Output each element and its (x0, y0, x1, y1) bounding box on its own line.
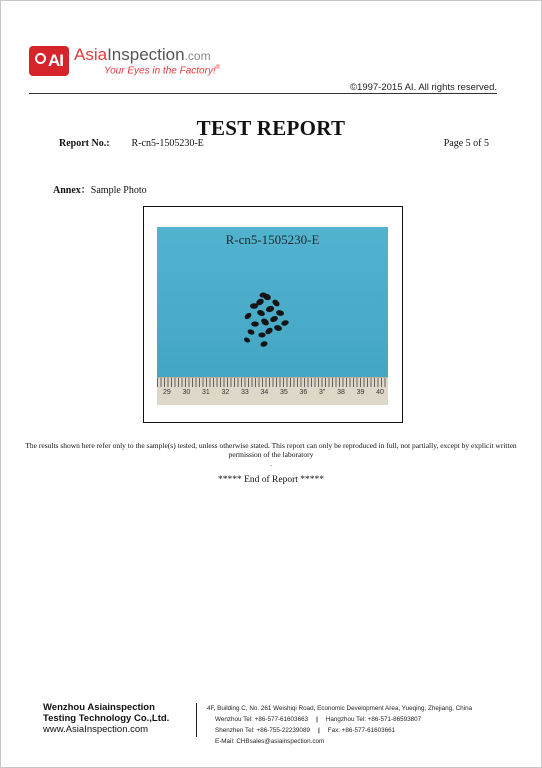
footer-separator: | (316, 716, 318, 723)
disclaimer-dot: . (270, 459, 272, 468)
sample-photo-frame (143, 206, 403, 423)
ruler-number: 36 (299, 389, 308, 396)
hangzhou-tel: Hangzhou Tel: +86-571-86593807 (325, 716, 422, 723)
ruler-number: 3" (319, 389, 326, 396)
shenzhen-tel: Shenzhen Tel: +86-755-22239089 (215, 727, 310, 734)
footer-company (43, 702, 169, 724)
logo-tagline-text: Your Eyes in the Factory! (104, 65, 216, 77)
logo-badge (29, 46, 69, 76)
page-indicator: Page 5 of 5 (443, 138, 489, 149)
ruler-ticks (157, 378, 388, 387)
ruler-number: 29 (163, 389, 171, 396)
logo-badge-text: AI (48, 51, 63, 70)
header-divider (29, 93, 497, 94)
fax-number: Fax: +86-577-61603661 (327, 727, 396, 734)
ruler-number: 33 (241, 389, 249, 396)
ruler-number: 30 (182, 389, 191, 396)
ruler-number: 35 (280, 389, 288, 396)
logo-wordmark (74, 45, 211, 65)
logo-name-inspection: Inspection (107, 45, 185, 64)
disclaimer-body: The results shown here refer only to the sample(s) tested, unless otherwise stated. This report can only be reproduced in full, not partially, except by explicit written permission of the laboratory (25, 441, 517, 459)
ruler-number: 38 (337, 389, 345, 396)
location-pin-icon (35, 53, 46, 64)
ruler-number: 31 (202, 389, 210, 396)
disclaimer-text (21, 441, 521, 468)
footer-separator: | (317, 727, 320, 734)
footer-contact-info (207, 703, 507, 747)
footer-website[interactable]: www.AsiaInspection.com (43, 724, 149, 735)
ruler-number: 34 (260, 389, 269, 396)
report-title: TEST REPORT (196, 116, 346, 140)
footer-phone-row-1 (207, 714, 507, 725)
company-name-line2: Testing Technology Co.,Ltd. (43, 713, 170, 724)
asiainspection-logo (29, 46, 279, 80)
company-name-line1: Wenzhou Asiainspection (43, 702, 155, 713)
logo-tagline (104, 65, 220, 76)
annex-text: Sample Photo (90, 185, 147, 196)
footer-phone-row-2 (207, 725, 507, 736)
sample-photo (157, 227, 388, 405)
ruler-number: 32 (221, 389, 230, 396)
footer-email[interactable]: E-Mail: CHBsales@asiainspection.com (215, 738, 325, 745)
report-number-value: R-cn5-1505230-E (131, 138, 204, 149)
footer-address: 4F, Building C, No. 261 Weishiqi Road, Economic Development Area, Yueqing, Zhejiang, China (207, 705, 473, 712)
wenzhou-tel: Wenzhou Tel: +86-577-61603663 (215, 716, 309, 723)
end-of-report: ***** End of Report ***** (217, 475, 325, 485)
report-number (59, 138, 204, 149)
report-number-label: Report No.: (59, 138, 110, 149)
ruler-number: 40 (376, 389, 384, 396)
logo-name-com: .com (184, 49, 211, 63)
logo-name-asia: Asia (74, 45, 108, 64)
ruler-numbers (163, 389, 384, 396)
photo-sample-label: R-cn5-1505230-E (225, 232, 320, 247)
footer-divider (196, 703, 197, 737)
trademark-symbol: ® (215, 65, 221, 71)
annex-heading (53, 181, 147, 196)
annex-label: Annex： (53, 185, 91, 196)
copyright-notice: ©1997-2015 AI. All rights reserved. (350, 82, 497, 93)
measuring-ruler (157, 377, 388, 405)
ruler-number: 39 (356, 389, 365, 396)
